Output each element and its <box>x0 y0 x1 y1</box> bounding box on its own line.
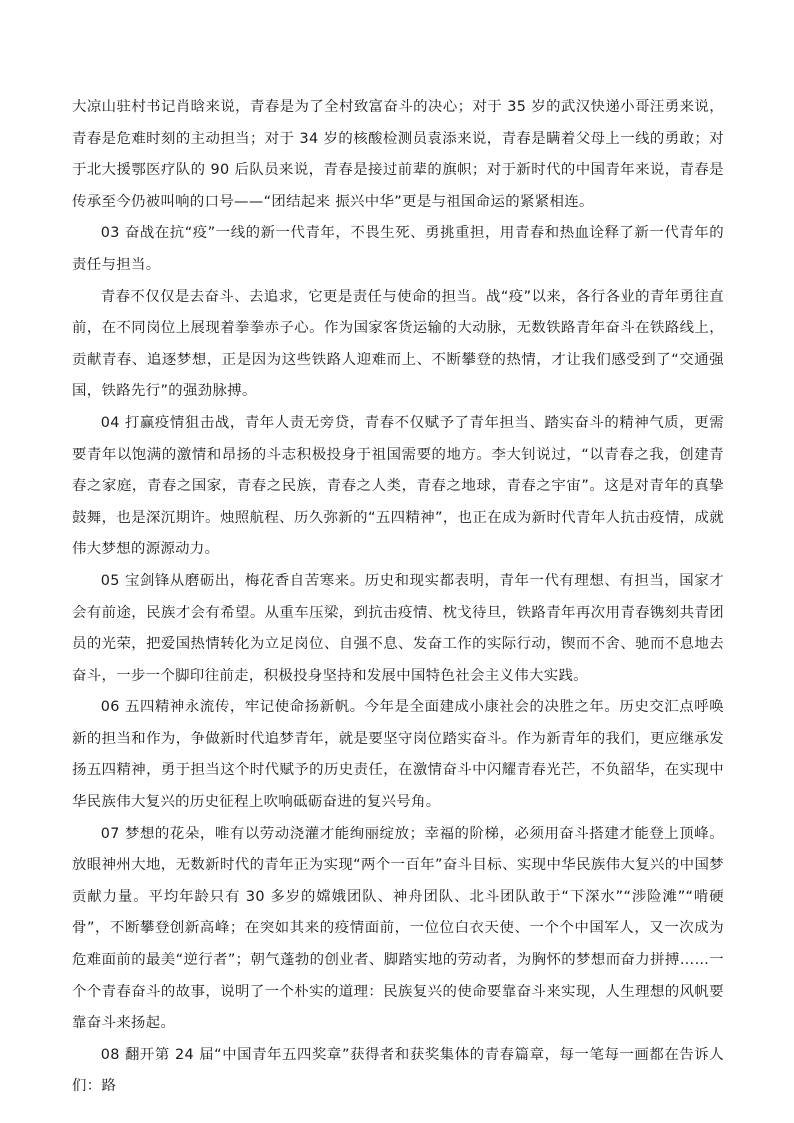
paragraph-p06: 06 五四精神永流传，牢记使命扬新帆。今年是全面建成小康社会的决胜之年。历史交汇点呼唤新的担当和作为，争做新时代追梦青年，就是要坚守岗位踏实奋斗。作为新青年的我们，更应继承发扬五四精神，勇于担当这个时代赋予的历史责任，在激情奋斗中闪耀青春光芒，不负韶华，在实现中华民族伟大复兴的历史征程上吹响砥砺奋进的复兴号角。 <box>72 699 724 811</box>
paragraph-p07: 07 梦想的花朵，唯有以劳动浇灌才能绚丽绽放；幸福的阶梯，必须用奋斗搭建才能登上顶峰。放眼神州大地，无数新时代的青年正为实现“两个一百年”奋斗目标、实现中华民族伟大复兴的中国梦贡献力量。平均年龄只有 30 多岁的嫦娥团队、神舟团队、北斗团队敢于“下深水”“涉险滩”“啃硬骨”，不断攀登创新高峰；在突如其来的疫情面前，一位位白衣天使、一个个中国军人，又一次成为危难面前的最美“逆行者”；朝气蓬勃的创业者、脚踏实地的劳动者，为胸怀的梦想而奋力拼搏……一个个青春奋斗的故事，说明了一个朴实的道理：民族复兴的使命要靠奋斗来实现，人生理想的风帆要靠奋斗来扬起。 <box>72 825 724 1032</box>
paragraph-p01: 大凉山驻村书记肖晗来说，青春是为了全村致富奋斗的决心；对于 35 岁的武汉快递小哥汪勇来说，青春是危难时刻的主动担当；对于 34 岁的核酸检测员袁添来说，青春是瞒着父母上一线的勇敢；对于北大援鄂医疗队的 90 后队员来说，青春是接过前辈的旗帜；对于新时代的中国青年来说，青春是传承至今仍被叫响的口号——“团结起来 振兴中华”更是与祖国命运的紧紧相连。 <box>72 99 724 210</box>
document-page <box>72 92 724 1103</box>
paragraph-p08: 08 翻开第 24 届“中国青年五四奖章”获得者和获奖集体的青春篇章，每一笔每一画都在告诉人们：路 <box>72 1046 724 1095</box>
paragraph-p03: 青春不仅仅是去奋斗、去追求，它更是责任与使命的担当。战“疫”以来，各行各业的青年勇往直前，在不同岗位上展现着拳拳赤子心。作为国家客货运输的大动脉，无数铁路青年奋斗在铁路线上，贡献青春、追逐梦想，正是因为这些铁路人迎难而上、不断攀登的热情，才让我们感受到了“交通强国，铁路先行”的强劲脉搏。 <box>72 288 724 400</box>
paragraph-p02: 03 奋战在抗“疫”一线的新一代青年，不畏生死、勇挑重担，用青春和热血诠释了新一代青年的责任与担当。 <box>72 225 724 273</box>
paragraph-p04: 04 打赢疫情狙击战，青年人责无旁贷，青春不仅赋予了青年担当、踏实奋斗的精神气质，更需要青年以饱满的激情和昂扬的斗志积极投身于祖国需要的地方。李大钊说过，“以青春之我，创建青春之家庭，青春之国家，青春之民族，青春之人类，青春之地球，青春之宇宙”。这是对青年的真挚鼓舞，也是深沉期许。烛照航程、历久弥新的“五四精神”，也正在成为新时代青年人抗击疫情，成就伟大梦想的源源动力。 <box>72 414 724 558</box>
paragraph-p05: 05 宝剑锋从磨砺出，梅花香自苦寒来。历史和现实都表明，青年一代有理想、有担当，国家才会有前途，民族才会有希望。从重车压梁，到抗击疫情、枕戈待旦，铁路青年再次用青春镌刻共青团员的光荣，把爱国热情转化为立足岗位、自强不息、发奋工作的实际行动，锲而不舍、驰而不息地去奋斗，一步一个脚印往前走，积极投身坚持和发展中国特色社会主义伟大实践。 <box>72 572 724 684</box>
